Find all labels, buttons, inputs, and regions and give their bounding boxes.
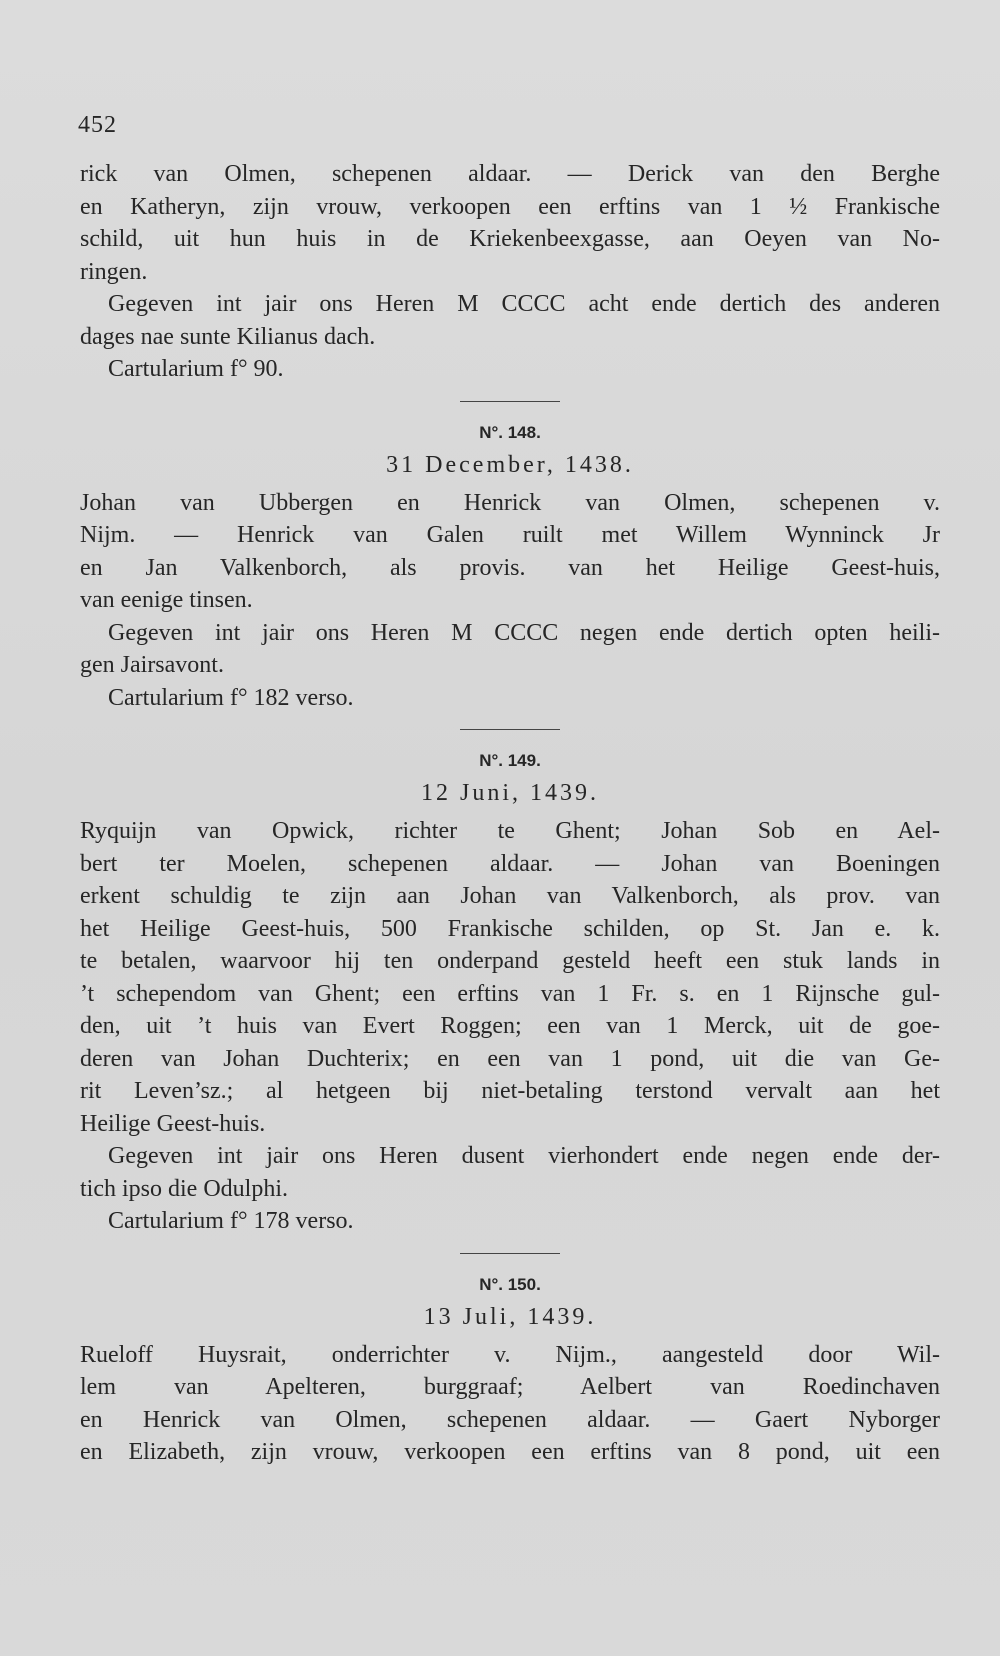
divider [460,729,560,730]
entry-148 [80,401,940,715]
text-line: en Katheryn, zijn vrouw, verkoopen een erftins van 1 ½ Frankische [80,193,940,220]
text-line: rit Leven’sz.; al hetgeen bij niet-betaling terstond vervalt aan het [80,1078,940,1104]
intro-section [80,158,940,386]
text-line: van eenige tinsen. [80,587,253,613]
text-line: bert ter Moelen, schepenen aldaar. — Johan van Boeningen [80,850,940,877]
text-line: te betalen, waarvoor hij ten onderpand gesteld heeft een stuk lands in [80,948,940,974]
entry-149 [80,729,940,1238]
text-line: Ryquijn van Opwick, richter te Ghent; Johan Sob en Ael- [80,818,940,844]
document-body [80,158,940,1469]
text-line: en Henrick van Olmen, schepenen aldaar. — Gaert Nyborger [80,1406,940,1433]
entry-number: N°. 148. [479,422,541,442]
text-line: Rueloff Huysrait, onderrichter v. Nijm., aangesteld door Wil- [80,1341,940,1368]
text-line: den, uit ’t huis van Evert Roggen; een van 1 Merck, uit de goe- [80,1013,940,1039]
given-line: tich ipso die Odulphi. [80,1175,288,1202]
text-line: Heilige Geest-huis. [80,1110,266,1137]
given-line: dages nae sunte Kilianus dach. [80,323,376,350]
text-line: Johan van Ubbergen en Henrick van Olmen, schepenen v. [80,489,940,516]
text-line: het Heilige Geest-huis, 500 Frankische schilden, op St. Jan e. k. [80,915,940,942]
divider [460,401,560,402]
text-line: en Elizabeth, zijn vrouw, verkoopen een erftins van 8 pond, uit een [80,1439,940,1465]
text-line: erkent schuldig te zijn aan Johan van Valkenborch, als prov. van [80,883,940,909]
given-line: Gegeven int jair ons Heren M CCCC negen ende dertich opten heili- [108,619,940,646]
entry-date: 13 Juli, 1439. [423,1303,597,1330]
entry-150 [80,1253,940,1469]
source-line: Cartularium f° 90. [108,356,284,382]
text-line: lem van Apelteren, burggraaf; Aelbert van Roedinchaven [80,1374,940,1400]
divider [460,1253,560,1254]
text-line: Nijm. — Henrick van Galen ruilt met Willem Wynninck Jr [80,522,940,548]
text-line: ringen. [80,258,148,285]
text-line: schild, uit hun huis in de Kriekenbeexgasse, aan Oeyen van No- [80,226,940,252]
text-line: ’t schependom van Ghent; een erftins van 1 Fr. s. en 1 Rijnsche gul- [80,980,940,1007]
entry-date: 31 December, 1438. [386,451,634,478]
given-line: Gegeven int jair ons Heren dusent vierhondert ende negen ende der- [108,1143,940,1169]
text-line: rick van Olmen, schepenen aldaar. — Derick van den Berghe [80,161,940,187]
entry-date: 12 Juni, 1439. [420,780,599,806]
page-number: 452 [78,112,117,138]
source-line: Cartularium f° 178 verso. [108,1208,354,1234]
text-line: deren van Johan Duchterix; en een van 1 pond, uit die van Ge- [80,1045,940,1072]
given-line: gen Jairsavont. [80,652,224,678]
entry-number: N°. 150. [479,1274,541,1294]
entry-number: N°. 149. [479,751,541,770]
source-line: Cartularium f° 182 verso. [108,684,354,711]
given-line: Gegeven int jair ons Heren M CCCC acht ende dertich des anderen [108,291,940,317]
text-line: en Jan Valkenborch, als provis. van het Heilige Geest-huis, [80,554,940,581]
